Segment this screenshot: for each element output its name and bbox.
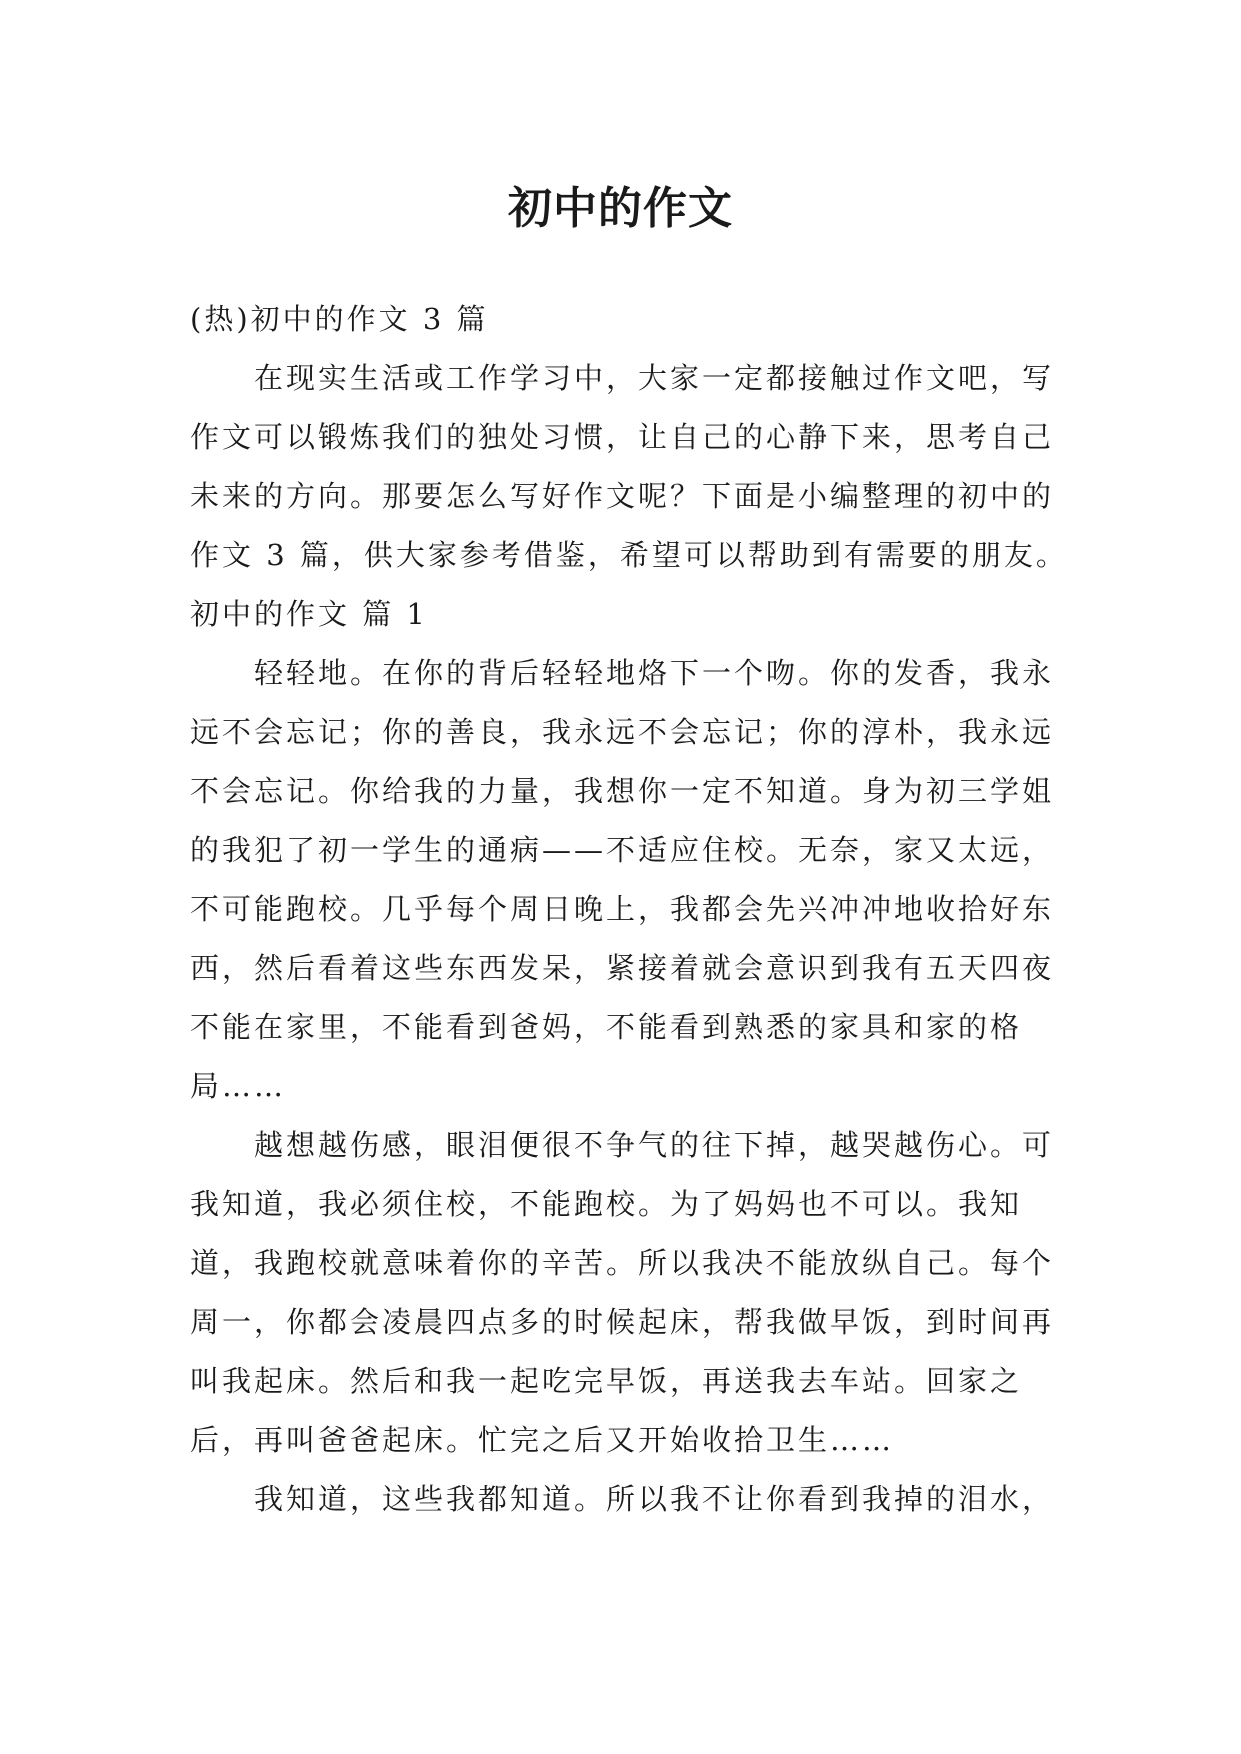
section-heading: 初中的作文 篇 1 [190,597,428,631]
document-subtitle: (热)初中的作文 3 篇 [190,302,489,336]
document-body [190,290,1070,1529]
intro-paragraph: 在现实生活或工作学习中，大家一定都接触过作文吧，写作文可以锻炼我们的独处习惯，让自己的心静下来，思考自己未来的方向。那要怎么写好作文呢？下面是小编整理的初中的作文 3 篇，供大家参考借鉴，希望可以帮助到有需要的朋友。 [190,361,1068,572]
body-paragraph: 轻轻地。在你的背后轻轻地烙下一个吻。你的发香，我永远不会忘记；你的善良，我永远不会忘记；你的淳朴，我永远不会忘记。你给我的力量，我想你一定不知道。身为初三学姐的我犯了初一学生的通病——不适应住校。无奈，家又太远，不可能跑校。几乎每个周日晚上，我都会先兴冲冲地收拾好东西，然后看着这些东西发呆，紧接着就会意识到我有五天四夜不能在家里，不能看到爸妈，不能看到熟悉的家具和家的格局…… [190,656,1055,1103]
body-paragraph: 我知道，这些我都知道。所以我不让你看到我掉的泪水， [254,1482,1055,1516]
body-paragraph: 越想越伤感，眼泪便很不争气的往下掉，越哭越伤心。可我知道，我必须住校，不能跑校。为了妈妈也不可以。我知道，我跑校就意味着你的辛苦。所以我决不能放纵自己。每个周一，你都会凌晨四点多的时候起床，帮我做早饭，到时间再叫我起床。然后和我一起吃完早饭，再送我去车站。回家之后，再叫爸爸起床。忙完之后又开始收拾卫生…… [190,1128,1055,1457]
document-title: 初中的作文 [508,183,733,235]
